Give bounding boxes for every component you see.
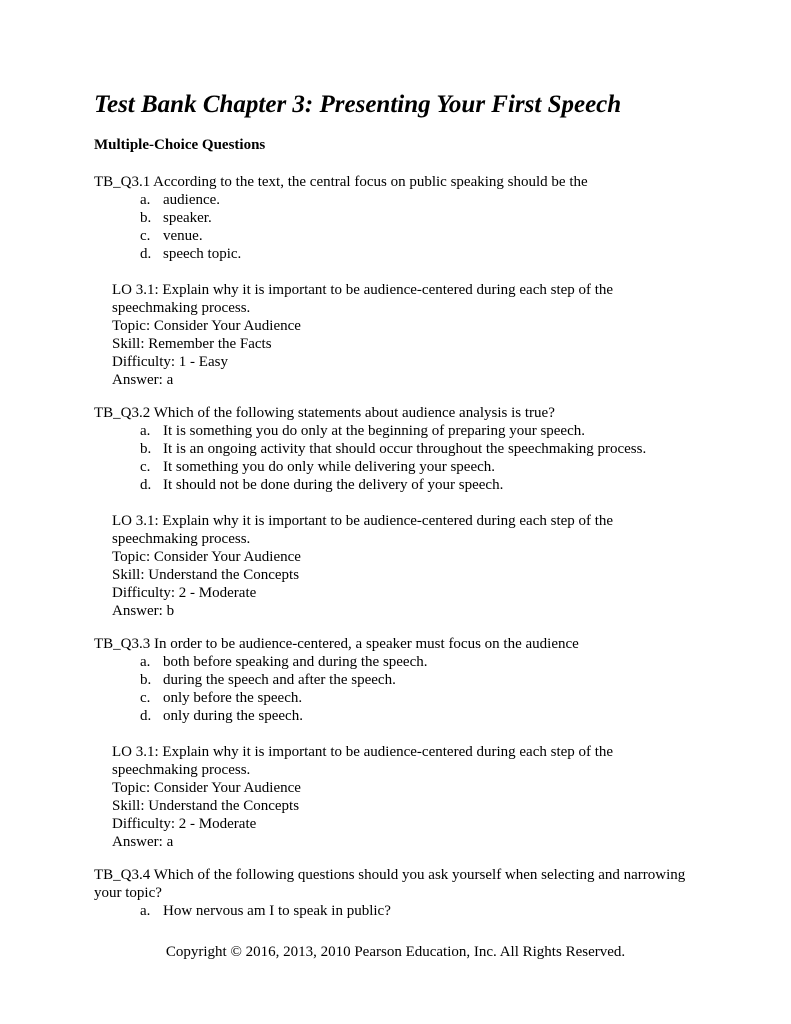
question-metadata [112, 512, 694, 620]
option-item [94, 653, 694, 671]
option-text: It is something you do only at the beginning of preparing your speech. [163, 423, 585, 439]
question-block [94, 173, 694, 389]
question-text: TB_Q3.4 Which of the following questions should you ask yourself when selecting and narrowing your topic? [94, 867, 686, 901]
option-item [94, 458, 694, 476]
option-item [94, 902, 694, 920]
option-item [94, 707, 694, 725]
option-text: during the speech and after the speech. [163, 672, 396, 688]
option-text: How nervous am I to speak in public? [163, 903, 391, 919]
skill: Skill: Understand the Concepts [112, 798, 300, 814]
difficulty: Difficulty: 2 - Moderate [112, 585, 257, 601]
question-block [94, 635, 694, 851]
question-metadata [112, 281, 694, 389]
option-item [94, 476, 694, 494]
options-list [94, 902, 694, 920]
topic: Topic: Consider Your Audience [112, 549, 301, 565]
option-item [94, 191, 694, 209]
question-text: TB_Q3.1 According to the text, the central focus on public speaking should be the [94, 174, 588, 190]
copyright-footer: Copyright © 2016, 2013, 2010 Pearson Education, Inc. All Rights Reserved. [165, 944, 626, 960]
option-item [94, 689, 694, 707]
option-text: venue. [163, 228, 203, 244]
difficulty: Difficulty: 2 - Moderate [112, 816, 257, 832]
question-list [94, 173, 694, 920]
option-label: d. [140, 477, 152, 493]
question-block [94, 866, 694, 920]
options-list [94, 422, 694, 494]
option-text: It should not be done during the delivery of your speech. [163, 477, 504, 493]
question-text: TB_Q3.3 In order to be audience-centered, a speaker must focus on the audience [94, 636, 579, 652]
option-item [94, 227, 694, 245]
option-label: d. [140, 708, 152, 724]
option-label: a. [140, 192, 151, 208]
option-label: a. [140, 423, 151, 439]
learning-objective: LO 3.1: Explain why it is important to be audience-centered during each step of the speechmaking process. [112, 744, 614, 778]
option-label: a. [140, 654, 151, 670]
learning-objective: LO 3.1: Explain why it is important to be audience-centered during each step of the speechmaking process. [112, 282, 614, 316]
skill: Skill: Understand the Concepts [112, 567, 300, 583]
option-text: only during the speech. [163, 708, 303, 724]
option-label: b. [140, 672, 152, 688]
option-text: speaker. [163, 210, 212, 226]
option-item [94, 245, 694, 263]
option-label: c. [140, 459, 151, 475]
option-text: both before speaking and during the speech. [163, 654, 428, 670]
question-metadata [112, 743, 694, 851]
option-text: It something you do only while delivering your speech. [163, 459, 496, 475]
topic: Topic: Consider Your Audience [112, 318, 301, 334]
answer: Answer: b [112, 603, 175, 619]
page-title: Test Bank Chapter 3: Presenting Your First Speech [94, 91, 622, 118]
option-label: b. [140, 210, 152, 226]
options-list [94, 191, 694, 263]
topic: Topic: Consider Your Audience [112, 780, 301, 796]
difficulty: Difficulty: 1 - Easy [112, 354, 228, 370]
options-list [94, 653, 694, 725]
option-item [94, 422, 694, 440]
option-text: audience. [163, 192, 221, 208]
option-label: c. [140, 228, 151, 244]
option-item [94, 209, 694, 227]
answer: Answer: a [112, 372, 174, 388]
option-text: only before the speech. [163, 690, 303, 706]
question-block [94, 404, 694, 620]
section-heading: Multiple-Choice Questions [94, 137, 266, 153]
option-label: c. [140, 690, 151, 706]
option-label: d. [140, 246, 152, 262]
learning-objective: LO 3.1: Explain why it is important to be audience-centered during each step of the speechmaking process. [112, 513, 614, 547]
option-item [94, 440, 694, 458]
option-text: speech topic. [163, 246, 242, 262]
answer: Answer: a [112, 834, 174, 850]
option-item [94, 671, 694, 689]
skill: Skill: Remember the Facts [112, 336, 272, 352]
option-text: It is an ongoing activity that should occur throughout the speechmaking process. [163, 441, 647, 457]
option-label: a. [140, 903, 151, 919]
question-text: TB_Q3.2 Which of the following statements about audience analysis is true? [94, 405, 555, 421]
option-label: b. [140, 441, 152, 457]
